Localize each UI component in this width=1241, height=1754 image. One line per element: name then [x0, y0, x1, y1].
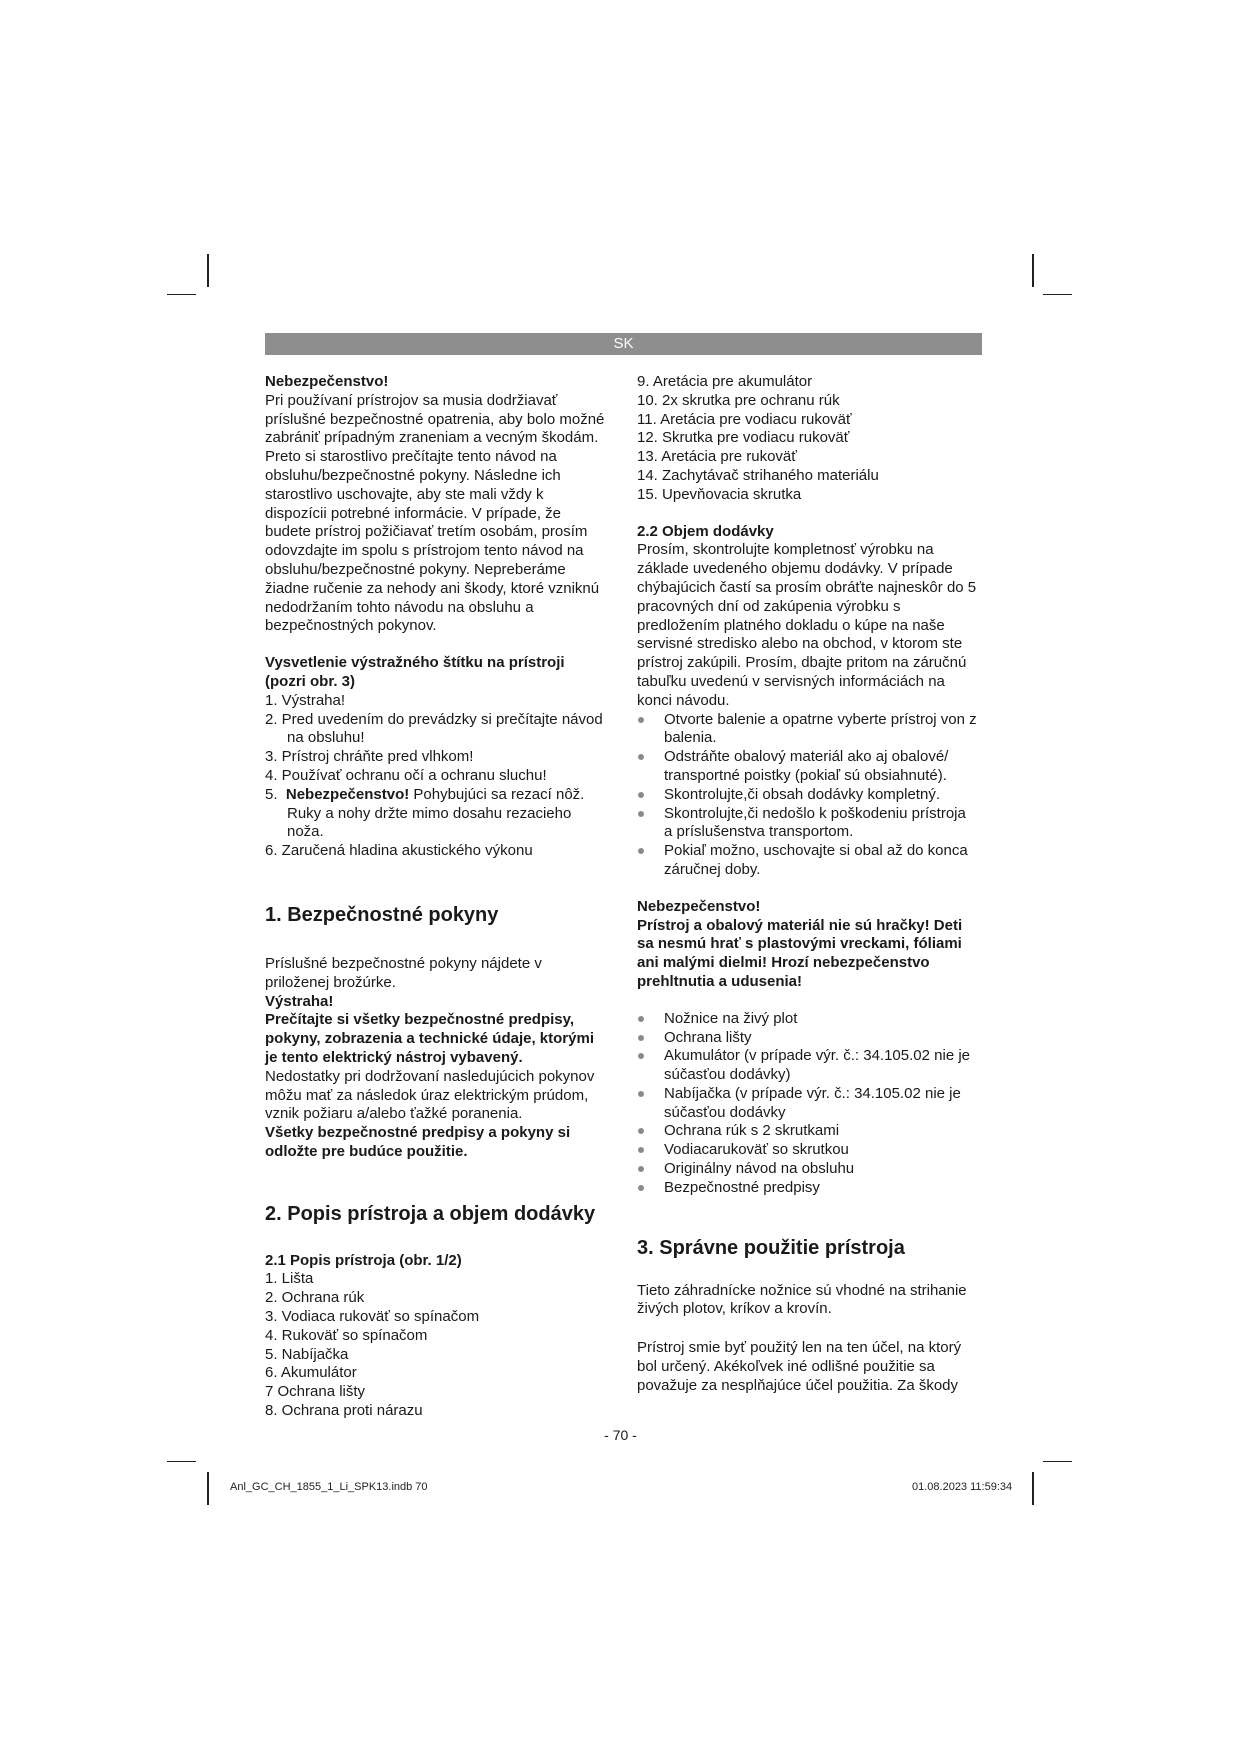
- section-1-paragraph: Príslušné bezpečnostné pokyny nájdete v priloženej brožúrke.: [265, 954, 542, 991]
- crop-mark-top-left: [207, 254, 209, 287]
- delivery-contents-item: Ochrana rúk s 2 skrutkami: [637, 1122, 977, 1141]
- parts-list-item: 7 Ochrana lišty: [265, 1383, 366, 1401]
- section-1-bold-note-2: Všetky bezpečnostné predpisy a pokyny si odložte pre budúce použitie.: [265, 1124, 571, 1160]
- section-1-heading: 1. Bezpečnostné pokyny: [265, 903, 499, 926]
- delivery-contents-item: Nožnice na živý plot: [637, 1010, 977, 1029]
- item-text: Pohybujúci sa rezací nôž. Ruky a nohy držte mimo dosahu rezacieho noža.: [287, 785, 585, 841]
- section-2-2-paragraph: Prosím, skontrolujte kompletnosť výrobku na základe uvedeného objemu dodávky. V prípade chýbajúcich častí sa prosím obráťte najneskôr do 5 pracovných dní od zakúpenia výrobku s predložením platného dokladu o kúpe na naše servisné stredisko alebo na obchod, v ktorom ste prístroj zakúpili. Prosím, dbajte pritom na záručnú tabuľku uvedenú v servisných informáciách na konci návodu.: [637, 541, 977, 709]
- warning-label-item: 1. Výstraha!: [265, 691, 346, 709]
- delivery-contents-item: Originálny návod na obsluhu: [637, 1160, 977, 1179]
- parts-list-item: 15. Upevňovacia skrutka: [637, 485, 802, 503]
- danger-2-title: Nebezpečenstvo!: [637, 897, 761, 915]
- section-2-2-heading: 2.2 Objem dodávky: [637, 522, 774, 540]
- crop-mark-top-right: [1032, 254, 1034, 287]
- unpacking-step: Skontrolujte,či obsah dodávky kompletný.: [637, 786, 977, 805]
- item-bold: Nebezpečenstvo!: [285, 785, 410, 803]
- delivery-contents-item: Akumulátor (v prípade výr. č.: 34.105.02 nie je súčasťou dodávky): [637, 1047, 977, 1085]
- parts-list-item: 13. Aretácia pre rukoväť: [637, 448, 797, 466]
- parts-list: [265, 1270, 605, 1420]
- parts-list-item: 9. Aretácia pre akumulátor: [637, 373, 813, 390]
- warning-label-item: [265, 786, 605, 842]
- unpacking-step: Otvorte balenie a opatrne vyberte prístroj von z balenia.: [637, 711, 977, 749]
- section-3-paragraph-2: Prístroj smie byť použitý len na ten účel, na ktorý bol určený. Akékoľvek iné odlišné použitie sa považuje za nesplňajúce účel použitia. Za škody: [637, 1339, 962, 1394]
- unpacking-step: Skontrolujte,či nedošlo k poškodeniu prístroja a príslušenstva transportom.: [637, 805, 977, 843]
- crop-mark-bottom-left-h: [167, 1461, 196, 1462]
- crop-mark-bottom-right-h: [1043, 1461, 1072, 1462]
- parts-list-continued: [637, 373, 977, 505]
- delivery-contents-item: Bezpečnostné predpisy: [637, 1179, 977, 1198]
- unpacking-steps-list: [637, 711, 977, 880]
- left-column: [265, 373, 605, 1421]
- parts-list-item: 10. 2x skrutka pre ochranu rúk: [637, 391, 840, 409]
- right-column: [637, 373, 977, 1396]
- unpacking-step: Odstráňte obalový materiál ako aj obalové/ transportné poistky (pokiaľ sú obsiahnuté).: [637, 748, 977, 786]
- crop-mark-top-right-h: [1043, 294, 1072, 295]
- parts-list-item: 4. Rukoväť so spínačom: [265, 1326, 428, 1344]
- warning-label-item: 4. Používať ochranu očí a ochranu sluchu!: [265, 766, 547, 784]
- delivery-contents-item: Nabíjačka (v prípade výr. č.: 34.105.02 nie je súčasťou dodávky: [637, 1085, 977, 1123]
- warning-label-item: 3. Prístroj chráňte pred vlhkom!: [265, 748, 474, 766]
- warning-label-list: [265, 692, 605, 861]
- section-1-bold-note: Prečítajte si všetky bezpečnostné predpisy, pokyny, zobrazenia a technické údaje, ktorými je tento elektrický nástroj vybavený.: [265, 1011, 594, 1066]
- section-2-heading: 2. Popis prístroja a objem dodávky: [265, 1202, 596, 1225]
- parts-list-item: 12. Skrutka pre vodiacu rukoväť: [637, 429, 850, 447]
- language-header-bar: SK: [265, 333, 982, 355]
- item-number: 5.: [265, 785, 278, 803]
- delivery-contents-list: [637, 1010, 977, 1198]
- danger-title: Nebezpečenstvo!: [265, 373, 389, 390]
- crop-mark-top-left-h: [167, 294, 196, 295]
- section-2-1-heading: 2.1 Popis prístroja (obr. 1/2): [265, 1251, 462, 1269]
- section-1-warning: Výstraha!: [265, 992, 334, 1010]
- parts-list-item: 14. Zachytávač strihaného materiálu: [637, 466, 879, 484]
- crop-mark-bottom-left: [207, 1472, 209, 1505]
- delivery-contents-item: Vodiacarukoväť so skrutkou: [637, 1141, 977, 1160]
- parts-list-item: 5. Nabíjačka: [265, 1345, 349, 1363]
- parts-list-item: 1. Lišta: [265, 1270, 314, 1288]
- delivery-contents-item: Ochrana lišty: [637, 1029, 977, 1048]
- page-number: - 70 -: [604, 1427, 637, 1443]
- parts-list-item: 11. Aretácia pre vodiacu rukoväť: [637, 410, 852, 428]
- danger-2-text: Prístroj a obalový materiál nie sú hračky! Deti sa nesmú hrať s plastovými vreckami, fóliami ani malými dielmi! Hrozí nebezpečenstvo prehltnutia a udusenia!: [637, 916, 963, 990]
- parts-list-item: 8. Ochrana proti nárazu: [265, 1402, 423, 1420]
- file-slug: Anl_GC_CH_1855_1_Li_SPK13.indb 70: [230, 1481, 428, 1493]
- parts-list-item: 6. Akumulátor: [265, 1364, 357, 1382]
- parts-list-item: 3. Vodiaca rukoväť so spínačom: [265, 1308, 480, 1326]
- section-1-paragraph-2: Nedostatky pri dodržovaní nasledujúcich pokynov môžu mať za následok úraz elektrickým prúdom, vznik požiaru a/alebo ťažké poranenia.: [265, 1067, 595, 1123]
- crop-mark-bottom-right: [1032, 1472, 1034, 1505]
- parts-list-item: 2. Ochrana rúk: [265, 1289, 365, 1307]
- warning-label-item: 2. Pred uvedením do prevádzky si prečítajte návod na obsluhu!: [265, 710, 603, 747]
- date-slug: 01.08.2023 11:59:34: [912, 1481, 1013, 1493]
- section-3-paragraph: Tieto záhradnícke nožnice sú vhodné na strihanie živých plotov, kríkov a krovín.: [637, 1281, 967, 1318]
- warning-label-title: Vysvetlenie výstražného štítku na prístroji (pozri obr. 3): [265, 654, 565, 690]
- warning-label-item: 6. Zaručená hladina akustického výkonu: [265, 842, 533, 860]
- unpacking-step: Pokiaľ možno, uschovajte si obal až do konca záručnej doby.: [637, 842, 977, 880]
- section-3-heading: 3. Správne použitie prístroja: [637, 1236, 905, 1259]
- danger-text: Pri používaní prístrojov sa musia dodržiavať príslušné bezpečnostné opatrenia, aby bolo možné zabrániť prípadným zraneniam a vecným škodám. Preto si starostlivo prečítajte tento návod na obsluhu/bezpečnostné pokyny. Následne ich starostlivo uschovajte, aby ste mali vždy k dispozícii potrebné informácie. V prípade, že budete prístroj požičiavať tretím osobám, prosím odovzdajte im spolu s prístrojom tento návod na obsluhu/bezpečnostné pokyny. Nepreberáme žiadne ručenie za nehody ani škody, ktoré vzniknú nedodržaním tohto návodu na obsluhu a bezpečnostných pokynov.: [265, 391, 605, 635]
